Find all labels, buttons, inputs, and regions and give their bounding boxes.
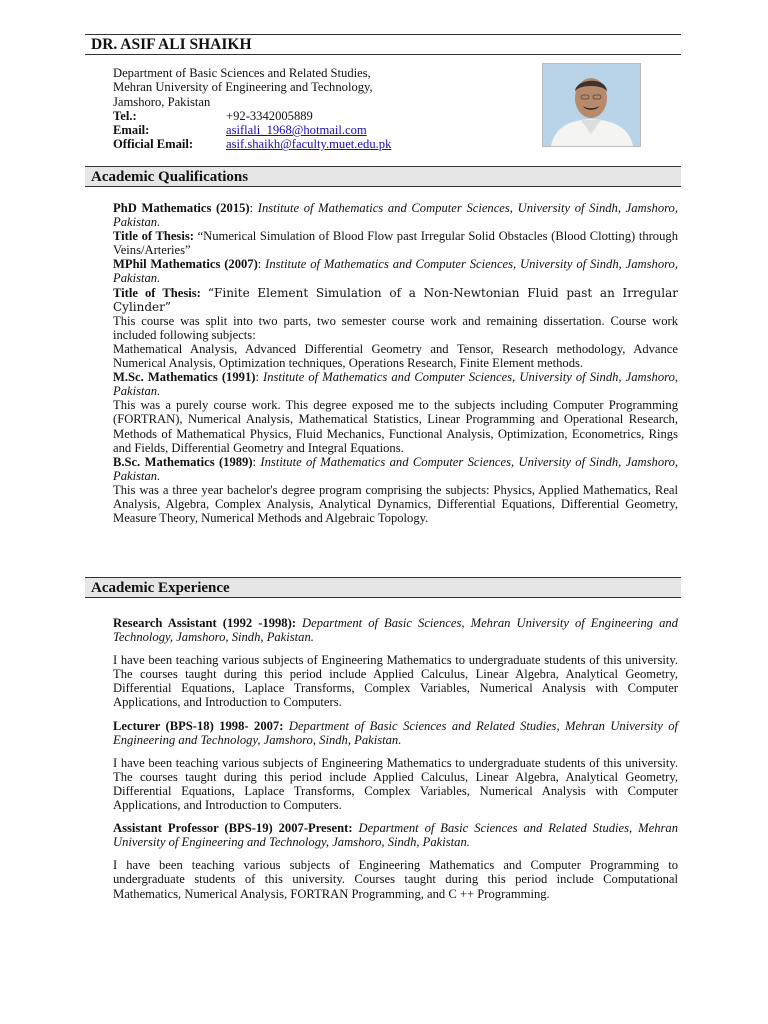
ap-title: Assistant Professor (BPS-19) 2007-Present: bbox=[113, 821, 353, 836]
mphil-description-2: Mathematical Analysis, Advanced Differential Geometry and Tensor, Research methodology, Advance Numerical Analysis, Optimization techniques, Operations Research, Finite Element methods. bbox=[113, 341, 678, 371]
name-header-bar bbox=[85, 34, 681, 55]
ra-institution: Department of Basic Sciences, Mehran University of Engineering and Technology, Jamshoro, Sindh, Pakistan. bbox=[113, 616, 678, 645]
mphil-thesis-title: “Finite Element Simulation of a Non-Newtonian Fluid past an Irregular Cylinder” bbox=[113, 285, 678, 314]
phd-thesis bbox=[113, 229, 678, 257]
portrait-photo bbox=[542, 63, 641, 147]
lecturer-institution: Department of Basic Sciences and Related Studies, Mehran University of Engineering and Technology, Jamshoro, Sindh, Pakistan. bbox=[113, 718, 679, 747]
phd-thesis-label: Title of Thesis: bbox=[113, 229, 194, 244]
qualifications-block bbox=[113, 201, 678, 525]
official-email-row bbox=[113, 137, 533, 151]
person-name: DR. ASIF ALI SHAIKH bbox=[91, 36, 252, 53]
phd-thesis-title: “Numerical Simulation of Blood Flow past Irregular Solid Obstacles (Blood Clotting) through Veins/Arteries” bbox=[113, 229, 678, 258]
msc-entry: M.Sc. Mathematics (1991): Institute of Mathematics and Computer Sciences, University of Sindh, Jamshoro, Pakistan. bbox=[113, 370, 679, 399]
msc-description: This was a purely course work. This degree exposed me to the subjects including Computer Programming (FORTRAN), Numerical Analysis, Mathematical Statistics, Linear Programming and Operational Research, Methods of Mathematical Physics, Fluid Mechanics, Functional Analysis, Optimization, Econometrics, Rings and Fields, Differential Geometry and Integral Equations. bbox=[113, 398, 678, 455]
qualifications-heading-bar bbox=[85, 166, 681, 187]
bsc-description: This was a three year bachelor's degree program comprising the subjects: Physics, Applied Mathematics, Real Analysis, Algebra, Complex Analysis, Analytical Dynamics, Differential Equations, Differential Geometry, Measure Theory, Numerical Methods and Algebraic Topology. bbox=[113, 482, 678, 526]
bsc-entry: B.Sc. Mathematics (1989): Institute of Mathematics and Computer Sciences, University of Sindh, Jamshoro, Pakistan. bbox=[113, 454, 679, 483]
email-link[interactable]: asiflali_1968@hotmail.com bbox=[226, 123, 367, 138]
bsc-degree: B.Sc. Mathematics (1989) bbox=[113, 454, 253, 469]
ra-description: I have been teaching various subjects of Engineering Mathematics to undergraduate students of this university. The courses taught during this period include Applied Calculus, Linear Algebra, Analytical Geometry, Differential Equations, Laplace Transforms, Complex Variables, Numerical Analysis with Computer Applications, and Introduction to Computers. bbox=[113, 653, 678, 710]
experience-block bbox=[113, 616, 678, 901]
ap-entry bbox=[113, 821, 678, 849]
mphil-description-1: This course was split into two parts, two semester course work and remaining dissertation. Course work included following subjects: bbox=[113, 313, 678, 342]
official-email-label: Official Email: bbox=[113, 137, 194, 152]
address-line-1: Department of Basic Sciences and Related Studies, bbox=[113, 66, 371, 80]
msc-degree: M.Sc. Mathematics (1991) bbox=[113, 370, 256, 385]
msc-institution: Institute of Mathematics and Computer Sciences, University of Sindh, Jamshoro, Pakistan. bbox=[113, 370, 679, 399]
bsc-institution: Institute of Mathematics and Computer Sciences, University of Sindh, Jamshoro, Pakistan. bbox=[113, 454, 679, 483]
mphil-thesis-label: Title of Thesis: bbox=[113, 285, 201, 300]
phd-institution: Institute of Mathematics and Computer Sciences, University of Sindh, Jamshoro, Pakistan. bbox=[113, 201, 678, 230]
experience-heading: Academic Experience bbox=[91, 580, 230, 596]
phd-degree: PhD Mathematics (2015) bbox=[113, 201, 250, 215]
email-label: Email: bbox=[113, 123, 150, 138]
ap-institution: Department of Basic Sciences and Related Studies, Mehran University of Engineering and Technology, Jamshoro, Sindh, Pakistan. bbox=[113, 821, 678, 850]
lecturer-description: I have been teaching various subjects of Engineering Mathematics to undergraduate students of this university. The courses taught during this period include Applied Calculus, Linear Algebra, Analytical Geometry, Differential Equations, Laplace Transforms, Complex Variables, Numerical Analysis with Computer Applications, and Introduction to Computers. bbox=[113, 755, 678, 813]
lecturer-title: Lecturer (BPS-18) 1998- 2007: bbox=[113, 718, 284, 733]
ap-description: I have been teaching various subjects of Engineering Mathematics and Computer Programming to undergraduate students of this university. Courses taught during this period include Computational Mathematics, Numerical Analysis, FORTRAN Programming, and C ++ Programming. bbox=[113, 858, 678, 901]
tel-value: +92-3342005889 bbox=[226, 108, 313, 123]
ra-entry bbox=[113, 616, 678, 644]
address-line-3: Jamshoro, Pakistan bbox=[113, 94, 211, 109]
email-row bbox=[113, 123, 533, 137]
mphil-thesis bbox=[113, 286, 678, 314]
ra-title: Research Assistant (1992 -1998): bbox=[113, 616, 296, 630]
mphil-institution: Institute of Mathematics and Computer Sciences, University of Sindh, Jamshoro, Pakistan. bbox=[113, 257, 678, 286]
tel-label: Tel.: bbox=[113, 108, 137, 123]
experience-heading-bar bbox=[85, 577, 681, 598]
tel-row bbox=[113, 109, 533, 123]
official-email-link[interactable]: asif.shaikh@faculty.muet.edu.pk bbox=[226, 137, 392, 152]
contact-block bbox=[113, 66, 533, 152]
lecturer-entry bbox=[113, 719, 678, 747]
phd-entry: PhD Mathematics (2015): Institute of Mathematics and Computer Sciences, University of Sindh, Jamshoro, Pakistan. bbox=[113, 201, 678, 230]
portrait-icon bbox=[543, 64, 640, 146]
mphil-degree: MPhil Mathematics (2007) bbox=[113, 257, 258, 272]
qualifications-heading: Academic Qualifications bbox=[91, 169, 249, 185]
mphil-entry: MPhil Mathematics (2007): Institute of Mathematics and Computer Sciences, University of Sindh, Jamshoro, Pakistan. bbox=[113, 257, 678, 286]
address-line-2: Mehran University of Engineering and Technology, bbox=[113, 80, 373, 95]
